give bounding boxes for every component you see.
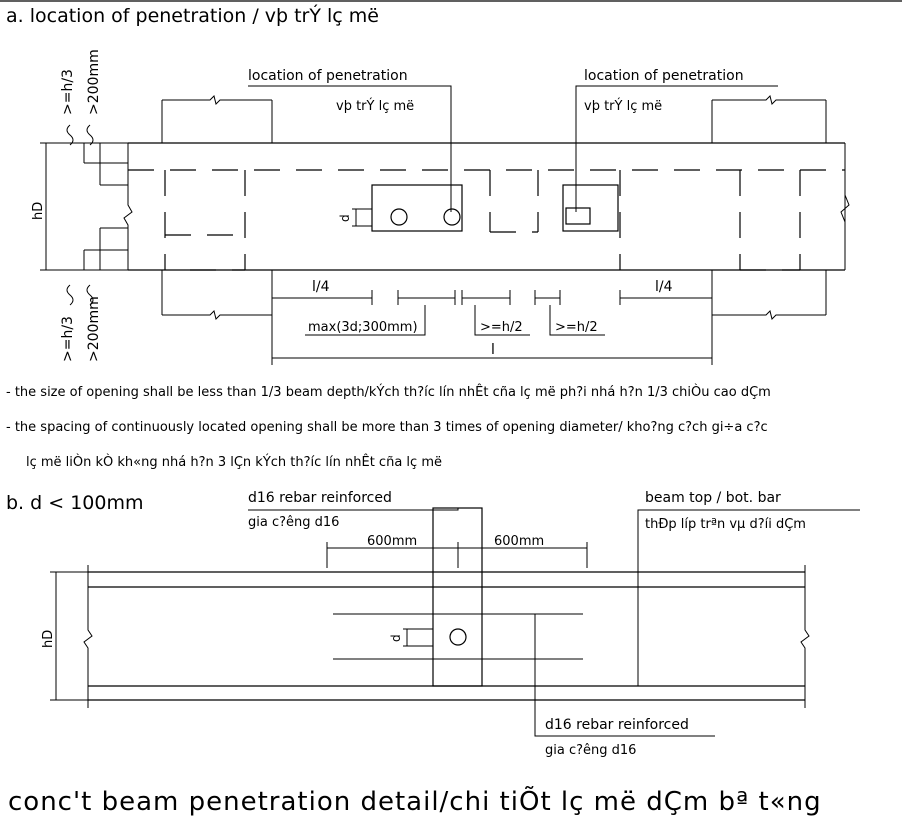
dim-hd-a-label: hD xyxy=(31,201,46,220)
rebar-top-en: d16 rebar reinforced xyxy=(248,490,392,506)
rebar-top-vn: gia c?êng d16 xyxy=(248,515,340,530)
dim-l-total: l xyxy=(491,342,495,358)
rebar-bottom-en: d16 rebar reinforced xyxy=(545,717,689,733)
left-column xyxy=(162,96,272,319)
rebar-bottom-vn: gia c?êng d16 xyxy=(545,743,637,758)
leader-beam-bar xyxy=(638,510,860,686)
dim-h2-right: >=h/2 xyxy=(555,320,598,335)
brace-top-right xyxy=(87,125,93,145)
opening-b-hole xyxy=(450,629,466,645)
brace-top-left xyxy=(67,125,73,145)
dim-top-h3-label: >=h/3 xyxy=(60,69,76,115)
dim-d-a-label: d xyxy=(338,214,352,222)
section-a-title: a. location of penetration / vþ trÝ lç më xyxy=(6,5,379,27)
right-column xyxy=(712,96,849,319)
dim-max-label: max(3d;300mm) xyxy=(308,320,418,335)
beam-a-left-break xyxy=(124,143,132,270)
dim-l4-left: l/4 xyxy=(312,279,330,295)
brace-bot-left xyxy=(67,285,73,305)
dim-hd-b-label: hD xyxy=(41,629,56,648)
label-right-vn: vþ trÝ lç më xyxy=(584,99,663,114)
label-left-vn: vþ trÝ lç më xyxy=(336,99,415,114)
dim-bot-200-label: >200mm xyxy=(86,296,102,362)
dim-bot-h3-label: >=h/3 xyxy=(60,316,76,362)
note-3: lç më liÒn kÒ kh«ng nhá h?n 3 lÇn kÝch th?íc lín nhÊt cña lç më xyxy=(26,455,442,470)
label-right-en: location of penetration xyxy=(584,68,744,84)
beam-bar-en: beam top / bot. bar xyxy=(645,490,781,506)
opening-1-hole-b xyxy=(444,209,460,225)
note-1: - the size of opening shall be less than 1/3 beam depth/kÝch th?íc lín nhÊt cña lç më ph?i nhá h?n 1/3 chiÒu cao dÇm xyxy=(6,385,771,400)
opening-1-hole-a xyxy=(391,209,407,225)
note-2: - the spacing of continuously located opening shall be more than 3 times of opening diameter/ kho?ng c?ch gi÷a c?c xyxy=(6,420,768,435)
dim-600-left: 600mm xyxy=(367,534,418,549)
leader-rebar-top xyxy=(248,508,458,510)
label-left-en: location of penetration xyxy=(248,68,408,84)
dim-d-b-label: d xyxy=(389,634,403,642)
dim-top-200-label: >200mm xyxy=(86,49,102,115)
opening-2-hole xyxy=(566,208,590,224)
dim-l4-right: l/4 xyxy=(655,279,673,295)
dim-600-right: 600mm xyxy=(494,534,545,549)
footer-title: conc't beam penetration detail/chi tiÕt lç më dÇm bª t«ng xyxy=(8,787,822,817)
beam-bar-vn: thÐp líp trªn vµ d?íi dÇm xyxy=(645,517,806,532)
section-b-title: b. d < 100mm xyxy=(6,492,144,514)
dim-h2-left: >=h/2 xyxy=(480,320,523,335)
